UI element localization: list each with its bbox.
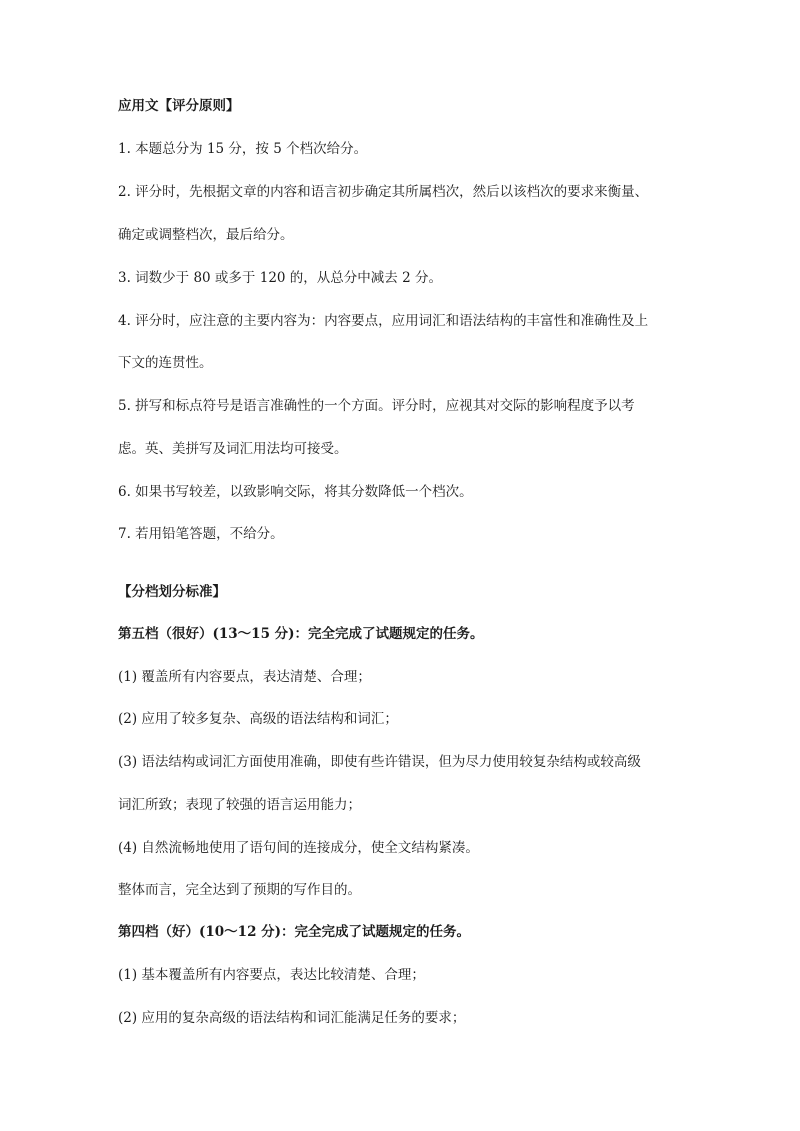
principle-4-cont: 下文的连贯性。: [118, 355, 213, 371]
level5-item-2: (2) 应用了较多复杂、高级的语法结构和词汇；: [118, 711, 398, 727]
principle-4: 4. 评分时，应注意的主要内容为：内容要点，应用词汇和语法结构的丰富性和准确性及上: [118, 313, 649, 329]
principle-6: 6. 如果书写较差，以致影响交际，将其分数降低一个档次。: [118, 484, 473, 500]
principle-2-cont: 确定或调整档次，最后给分。: [118, 227, 294, 243]
level5-summary: 整体而言，完全达到了预期的写作目的。: [118, 882, 361, 898]
level5-title: 第五档（很好）(13～15 分)：完全完成了试题规定的任务。: [118, 626, 484, 642]
principle-7: 7. 若用铅笔答题，不给分。: [118, 526, 284, 542]
principle-3: 3. 词数少于 80 或多于 120 的，从总分中减去 2 分。: [118, 270, 442, 286]
principle-5: 5. 拼写和标点符号是语言准确性的一个方面。评分时，应视其对交际的影响程度予以考: [118, 398, 635, 414]
level5-item-1: (1) 覆盖所有内容要点，表达清楚、合理；: [118, 669, 371, 685]
section-heading-grading: 【分档划分标准】: [118, 584, 226, 600]
level4-item-2: (2) 应用的复杂高级的语法结构和词汇能满足任务的要求；: [118, 1010, 466, 1026]
principle-5-cont: 虑。英、美拼写及词汇用法均可接受。: [118, 441, 348, 457]
level5-item-4: (4) 自然流畅地使用了语句间的连接成分，使全文结构紧凑。: [118, 840, 479, 856]
principle-1: 1. 本题总分为 15 分，按 5 个档次给分。: [118, 141, 368, 157]
level4-title: 第四档（好）(10～12 分)：完全完成了试题规定的任务。: [118, 924, 471, 940]
level4-item-1: (1) 基本覆盖所有内容要点，表达比较清楚、合理；: [118, 967, 425, 983]
level5-item-3-cont: 词汇所致；表现了较强的语言运用能力；: [118, 797, 361, 813]
level5-item-3: (3) 语法结构或词汇方面使用准确，即使有些许错误，但为尽力使用较复杂结构或较高级: [118, 754, 641, 770]
principle-2: 2. 评分时，先根据文章的内容和语言初步确定其所属档次，然后以该档次的要求来衡量、: [118, 184, 649, 200]
section-heading-principles: 应用文【评分原则】: [118, 98, 240, 114]
